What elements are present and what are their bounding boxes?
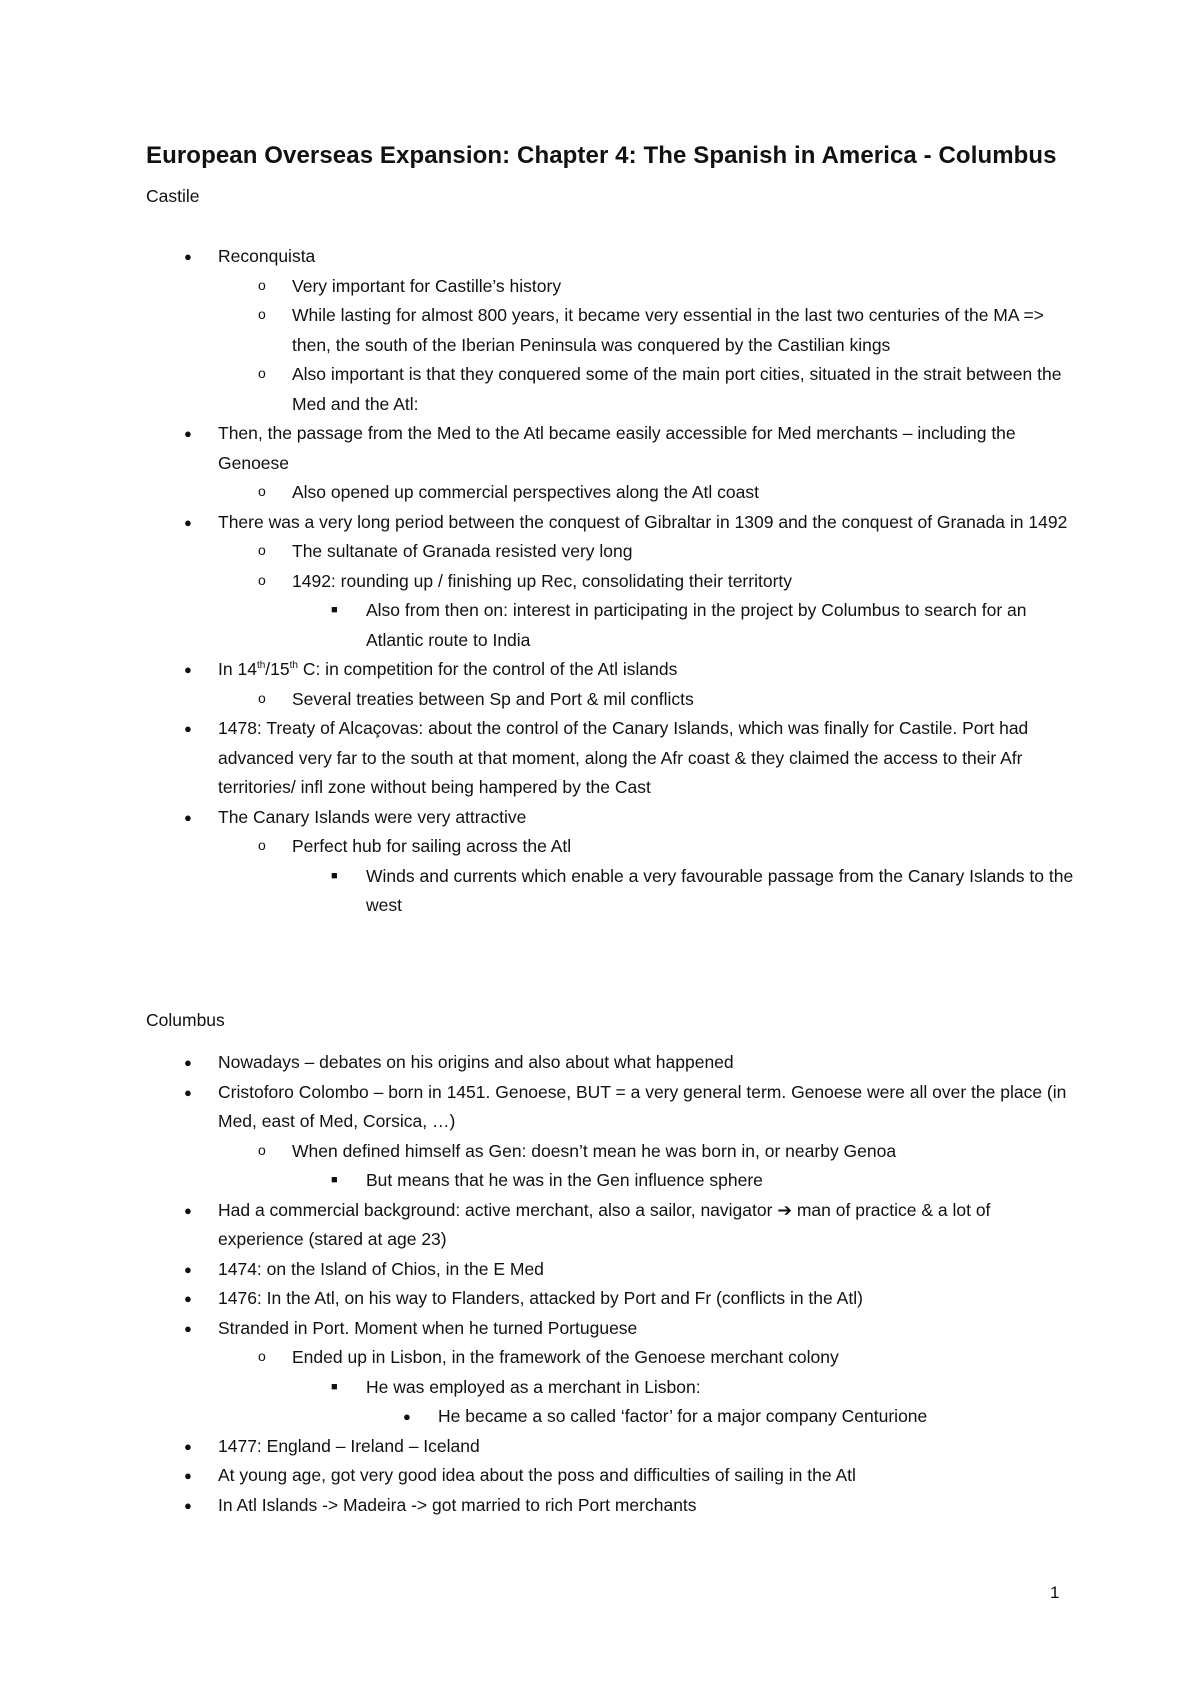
bullet-icon: ■	[331, 1174, 338, 1186]
list-item: ● Reconquista	[0, 242, 1200, 272]
bullet-icon: o	[258, 365, 266, 381]
bullet-icon: ●	[184, 809, 192, 825]
list-item: o 1492: rounding up / finishing up Rec, consolidating their territorty	[0, 567, 1200, 597]
list-item: o Also important is that they conquered some of the main port cities, situated in the strait between the Med and the Atl:	[0, 360, 1200, 419]
list-item: ● 1477: England – Ireland – Iceland	[0, 1432, 1200, 1462]
bullet-icon: o	[258, 306, 266, 322]
list-item: o Perfect hub for sailing across the Atl	[0, 832, 1200, 862]
section-heading-castile: Castile	[146, 186, 200, 206]
bullet-icon: ●	[184, 1320, 192, 1336]
bullet-icon: o	[258, 1348, 266, 1364]
bullet-icon: ●	[184, 1497, 192, 1513]
list-item: ● 1476: In the Atl, on his way to Flanders, attacked by Port and Fr (conflicts in the Atl)	[0, 1284, 1200, 1314]
list-item: ● There was a very long period between the conquest of Gibraltar in 1309 and the conquest of Granada in 1492	[0, 508, 1200, 538]
bullet-icon: ●	[184, 1438, 192, 1454]
page-number: 1	[1050, 1583, 1060, 1602]
list-item: ● Stranded in Port. Moment when he turned Portuguese	[0, 1314, 1200, 1344]
bullet-icon: ●	[184, 1055, 192, 1070]
list-item: ■ Winds and currents which enable a very favourable passage from the Canary Islands to the west	[0, 862, 1200, 921]
list-item: ● The Canary Islands were very attractive	[0, 803, 1200, 833]
bullet-icon: o	[258, 571, 266, 588]
bullet-icon: o	[258, 542, 266, 558]
arrow-right-icon: ➔	[777, 1199, 792, 1220]
list-item: o The sultanate of Granada resisted very long	[0, 537, 1200, 567]
bullet-icon: ●	[184, 1261, 192, 1277]
list-item: ● Then, the passage from the Med to the Atl became easily accessible for Med merchants – including the Genoese	[0, 419, 1200, 478]
list-item: ● In Atl Islands -> Madeira -> got married to rich Port merchants	[0, 1491, 1200, 1521]
bullet-icon: ●	[184, 249, 192, 264]
list-item: o Also opened up commercial perspectives along the Atl coast	[0, 478, 1200, 508]
list-item: ■ But means that he was in the Gen influence sphere	[0, 1166, 1200, 1196]
bullet-icon: o	[258, 483, 266, 499]
bullet-icon: ●	[184, 1291, 192, 1306]
list-item: ● He became a so called ‘factor’ for a major company Centurione	[0, 1402, 1200, 1432]
bullet-icon: ●	[184, 426, 192, 441]
list-item: ● 1478: Treaty of Alcaçovas: about the control of the Canary Islands, which was finally for Castile. Port had advanced very far to the south at that moment, along the Afr coast & they claimed the access to their Afr territories/ infl zone without being hampered by the Cast	[0, 714, 1200, 803]
list-item: ● Nowadays – debates on his origins and also about what happened	[0, 1048, 1200, 1078]
list-item: o Ended up in Lisbon, in the framework of the Genoese merchant colony	[0, 1343, 1200, 1373]
list-item: ● At young age, got very good idea about the poss and difficulties of sailing in the Atl	[0, 1461, 1200, 1491]
bullet-icon: ●	[184, 1202, 192, 1218]
list-item: o While lasting for almost 800 years, it became very essential in the last two centuries of the MA => then, the south of the Iberian Peninsula was conquered by the Castilian kings	[0, 301, 1200, 360]
list-item: o When defined himself as Gen: doesn’t mean he was born in, or nearby Genoa	[0, 1137, 1200, 1167]
bullet-icon: ■	[331, 1380, 338, 1393]
list-item: o Very important for Castille’s history	[0, 272, 1200, 302]
bullet-icon: ●	[184, 514, 192, 530]
bullet-icon: ●	[184, 662, 192, 677]
bullet-icon: ●	[184, 1468, 192, 1483]
section-heading-columbus: Columbus	[146, 1010, 225, 1030]
bullet-icon: ●	[184, 1084, 192, 1100]
list-item: ● 1474: on the Island of Chios, in the E Med	[0, 1255, 1200, 1285]
page-title: European Overseas Expansion: Chapter 4: The Spanish in America - Columbus	[146, 142, 1057, 169]
list-item: ● Had a commercial background: active merchant, also a sailor, navigator ➔ man of practice & a lot of experience (stared at age 23)	[0, 1196, 1200, 1255]
bullet-icon: o	[258, 689, 266, 706]
bullet-icon: o	[258, 276, 266, 293]
bullet-icon: ●	[184, 721, 192, 736]
bullet-icon: ●	[403, 1409, 411, 1424]
bullet-icon: ■	[331, 869, 338, 882]
list-item: ■ He was employed as a merchant in Lisbon:	[0, 1373, 1200, 1403]
columbus-bullet-list	[0, 1048, 1200, 1520]
castile-bullet-list	[0, 242, 1200, 921]
bullet-icon: o	[258, 837, 266, 853]
list-item: ● Cristoforo Colombo – born in 1451. Genoese, BUT = a very general term. Genoese were all over the place (in Med, east of Med, Corsica, …)	[0, 1078, 1200, 1137]
list-item: ■ Also from then on: interest in participating in the project by Columbus to search for an Atlantic route to India	[0, 596, 1200, 655]
list-item: o Several treaties between Sp and Port & mil conflicts	[0, 685, 1200, 715]
bullet-icon: o	[258, 1141, 266, 1158]
bullet-icon: ■	[331, 604, 338, 616]
list-item: ● In 14th/15th C: in competition for the control of the Atl islands	[0, 655, 1200, 685]
